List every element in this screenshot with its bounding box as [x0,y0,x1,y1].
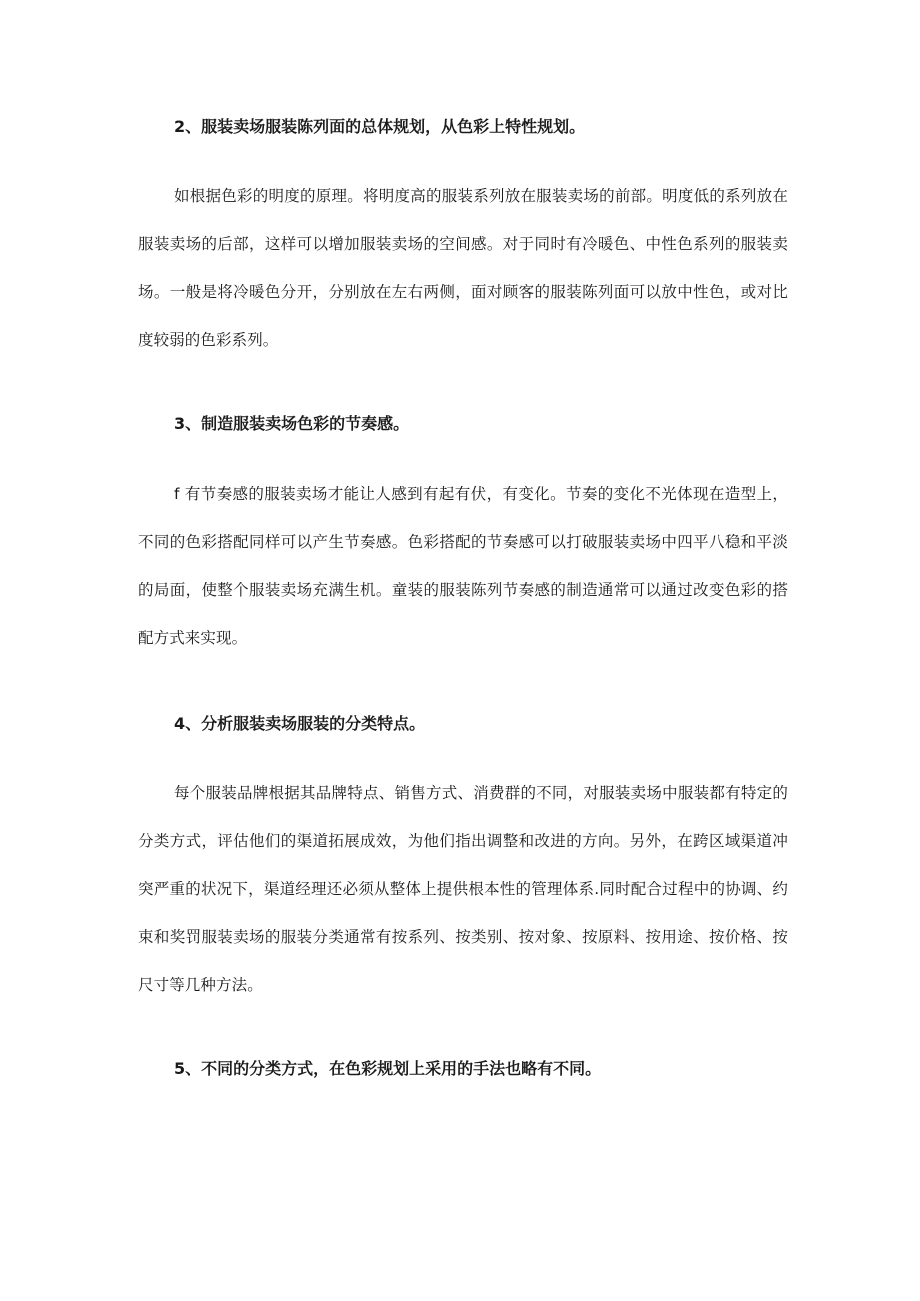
section-paragraph-2: 如根据色彩的明度的原理。将明度高的服装系列放在服装卖场的前部。明度低的系列放在服装卖场的后部，这样可以增加服装卖场的空间感。对于同时有冷暖色、中性色系列的服装卖场。一般是将冷暖色分开，分别放在左右两侧，面对顾客的服装陈列面可以放中性色，或对比度较弱的色彩系列。 [138,187,788,349]
section-heading-5: 5、不同的分类方式，在色彩规划上采用的手法也略有不同。 [174,1059,602,1078]
section-heading-2: 2、服装卖场服装陈列面的总体规划，从色彩上特性规划。 [174,117,586,136]
section-heading-3: 3、制造服装卖场色彩的节奏感。 [174,414,410,433]
section-paragraph-4: 每个服装品牌根据其品牌特点、销售方式、消费群的不同，对服装卖场中服装都有特定的分类方式，评估他们的渠道拓展成效，为他们指出调整和改进的方向。另外，在跨区域渠道冲突严重的状况下，渠道经理还必须从整体上提供根本性的管理体系.同时配合过程中的协调、约束和奖罚服装卖场的服装分类通常有按系列、按类别、按对象、按原料、按用途、按价格、按尺寸等几种方法。 [138,784,788,994]
section-heading-4: 4、分析服装卖场服装的分类特点。 [174,714,426,733]
section-paragraph-3: f 有节奏感的服装卖场才能让人感到有起有伏，有变化。节奏的变化不光体现在造型上，不同的色彩搭配同样可以产生节奏感。色彩搭配的节奏感可以打破服装卖场中四平八稳和平淡的局面，使整个服装卖场充满生机。童装的服装陈列节奏感的制造通常可以通过改变色彩的搭配方式来实现。 [138,485,788,647]
